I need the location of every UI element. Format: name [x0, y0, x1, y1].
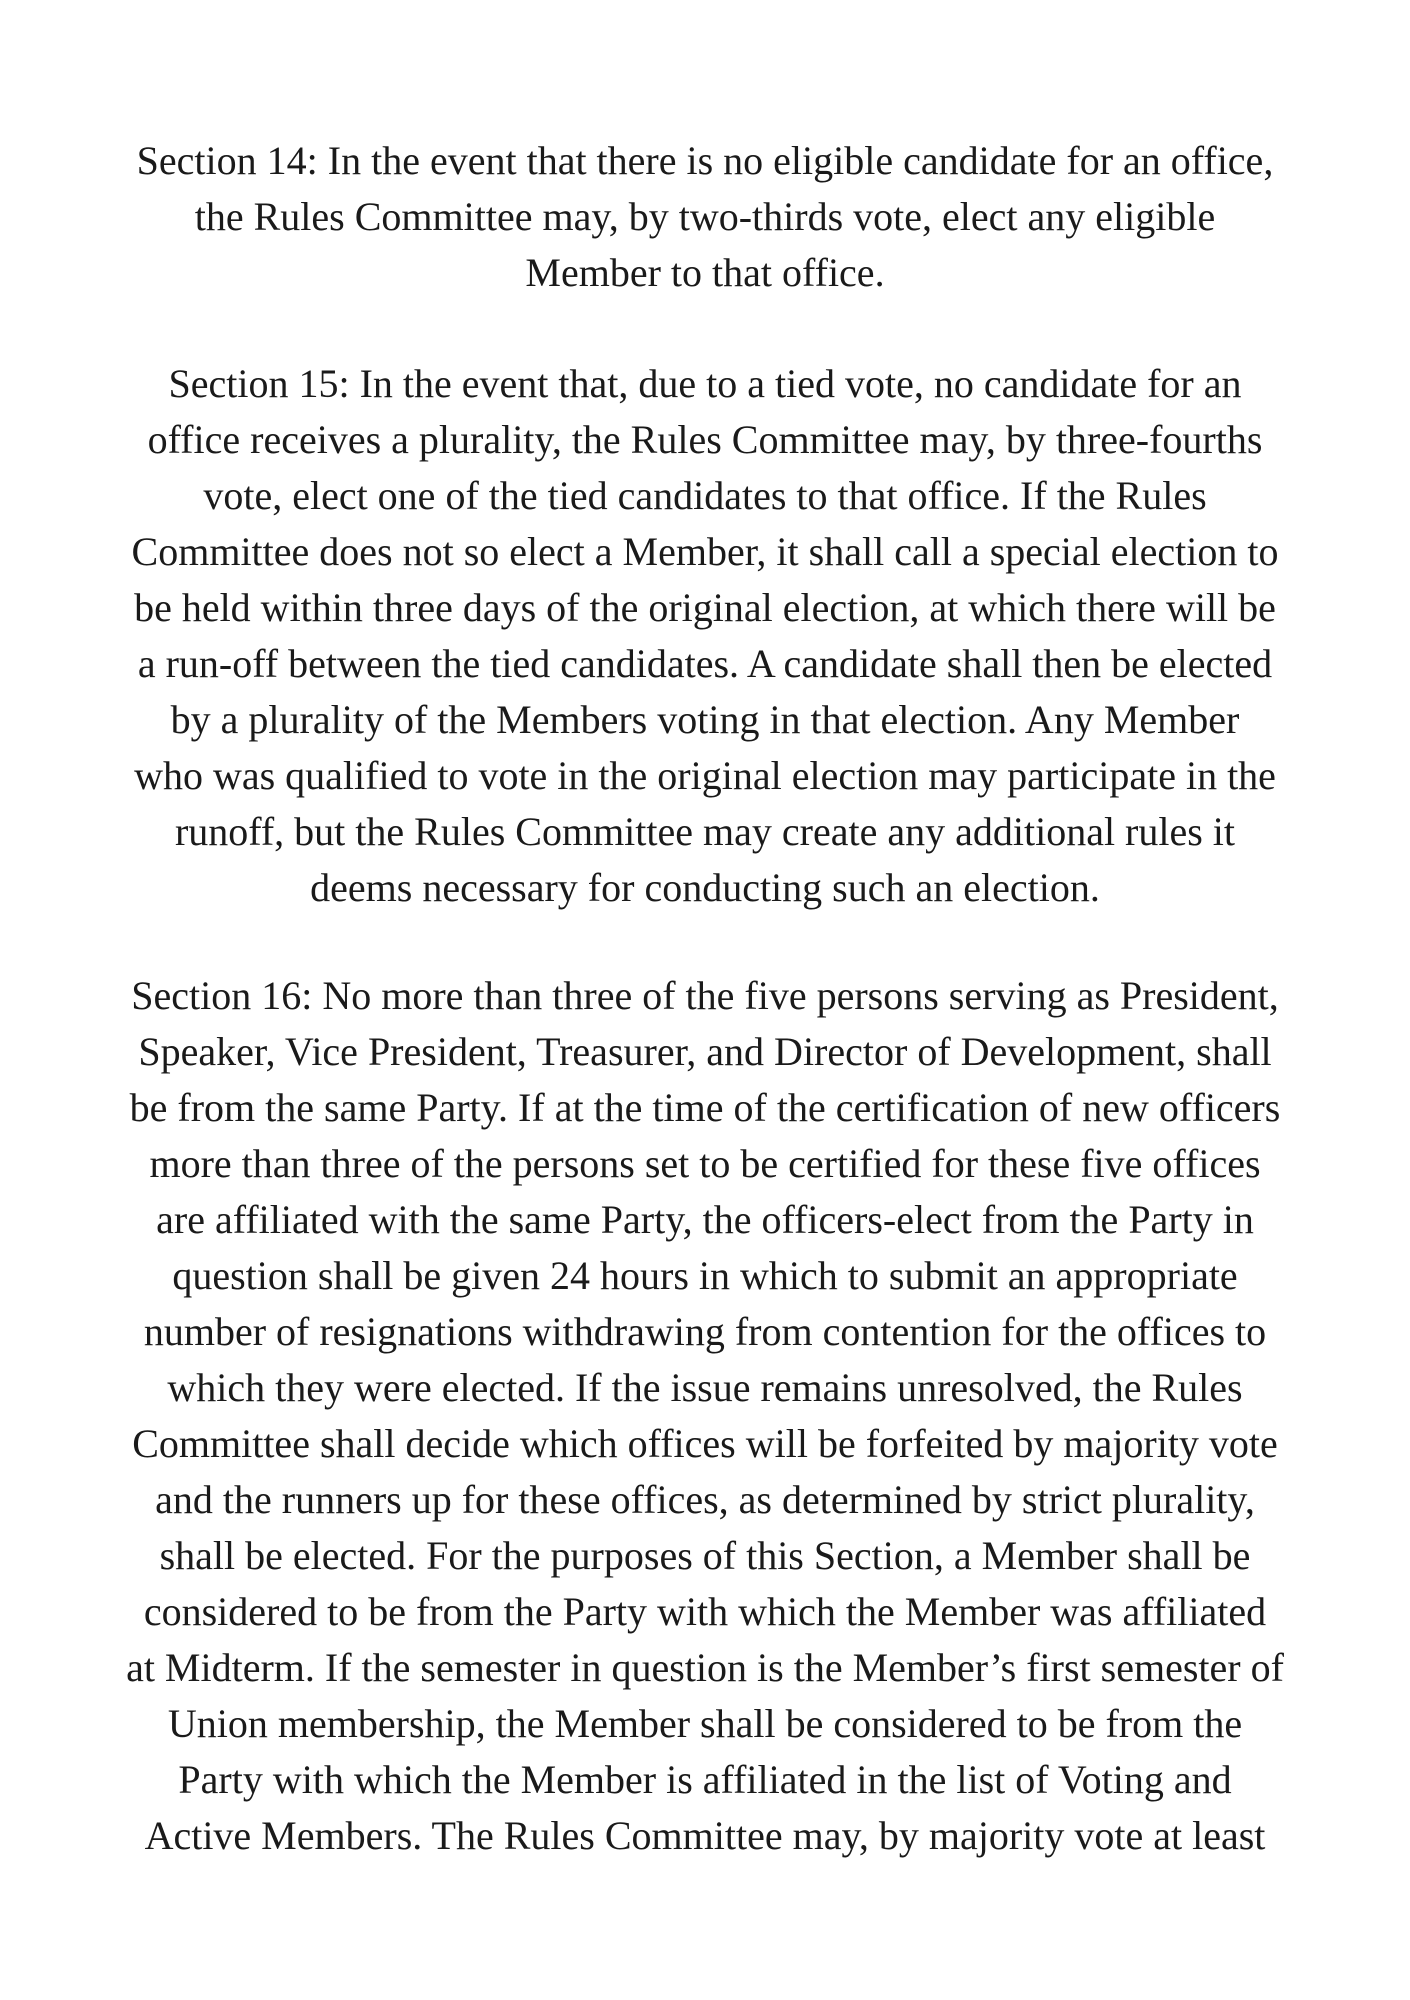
text-line: Section 15: In the event that, due to a tied vote, no candidate for an [168, 361, 1242, 406]
text-line: Speaker, Vice President, Treasurer, and Director of Development, shall [138, 1029, 1272, 1074]
text-line: office receives a plurality, the Rules Committee may, by three-fourths [147, 417, 1263, 462]
section-16-paragraph [55, 968, 1355, 1864]
text-line: be held within three days of the original election, at which there will be [134, 585, 1276, 630]
text-line: and the runners up for these offices, as determined by strict plurality, [155, 1477, 1255, 1522]
text-line: who was qualified to vote in the original election may participate in the [134, 753, 1276, 798]
text-line: shall be elected. For the purposes of this Section, a Member shall be [159, 1533, 1251, 1578]
text-line: deems necessary for conducting such an election. [310, 865, 1100, 910]
text-line: Section 16: No more than three of the five persons serving as President, [131, 973, 1279, 1018]
section-14-paragraph [55, 133, 1355, 301]
text-line: vote, elect one of the tied candidates to that office. If the Rules [203, 473, 1207, 518]
text-line: number of resignations withdrawing from contention for the offices to [143, 1309, 1267, 1354]
text-line: runoff, but the Rules Committee may create any additional rules it [174, 809, 1236, 854]
text-line: the Rules Committee may, by two-thirds vote, elect any eligible [194, 194, 1216, 239]
text-line: Committee does not so elect a Member, it shall call a special election to [131, 529, 1279, 574]
text-line: Union membership, the Member shall be considered to be from the [167, 1701, 1243, 1746]
text-line: Committee shall decide which offices will be forfeited by majority vote [132, 1421, 1278, 1466]
text-line: be from the same Party. If at the time of the certification of new officers [129, 1085, 1281, 1130]
text-line: Member to that office. [525, 250, 885, 295]
text-line: at Midterm. If the semester in question is the Member’s first semester of [126, 1645, 1284, 1690]
text-line: considered to be from the Party with which the Member was affiliated [143, 1589, 1267, 1634]
text-line: Section 14: In the event that there is no eligible candidate for an office, [136, 138, 1274, 183]
text-line: Active Members. The Rules Committee may, by majority vote at least [144, 1813, 1266, 1858]
section-15-paragraph [55, 356, 1355, 916]
text-line: which they were elected. If the issue remains unresolved, the Rules [167, 1365, 1243, 1410]
text-line: a run-off between the tied candidates. A candidate shall then be elected [137, 641, 1273, 686]
text-line: question shall be given 24 hours in which to submit an appropriate [172, 1253, 1238, 1298]
text-line: Party with which the Member is affiliated in the list of Voting and [178, 1757, 1232, 1802]
text-line: are affiliated with the same Party, the officers-elect from the Party in [156, 1197, 1254, 1242]
text-line: more than three of the persons set to be certified for these five offices [149, 1141, 1261, 1186]
text-line: by a plurality of the Members voting in that election. Any Member [170, 697, 1240, 742]
